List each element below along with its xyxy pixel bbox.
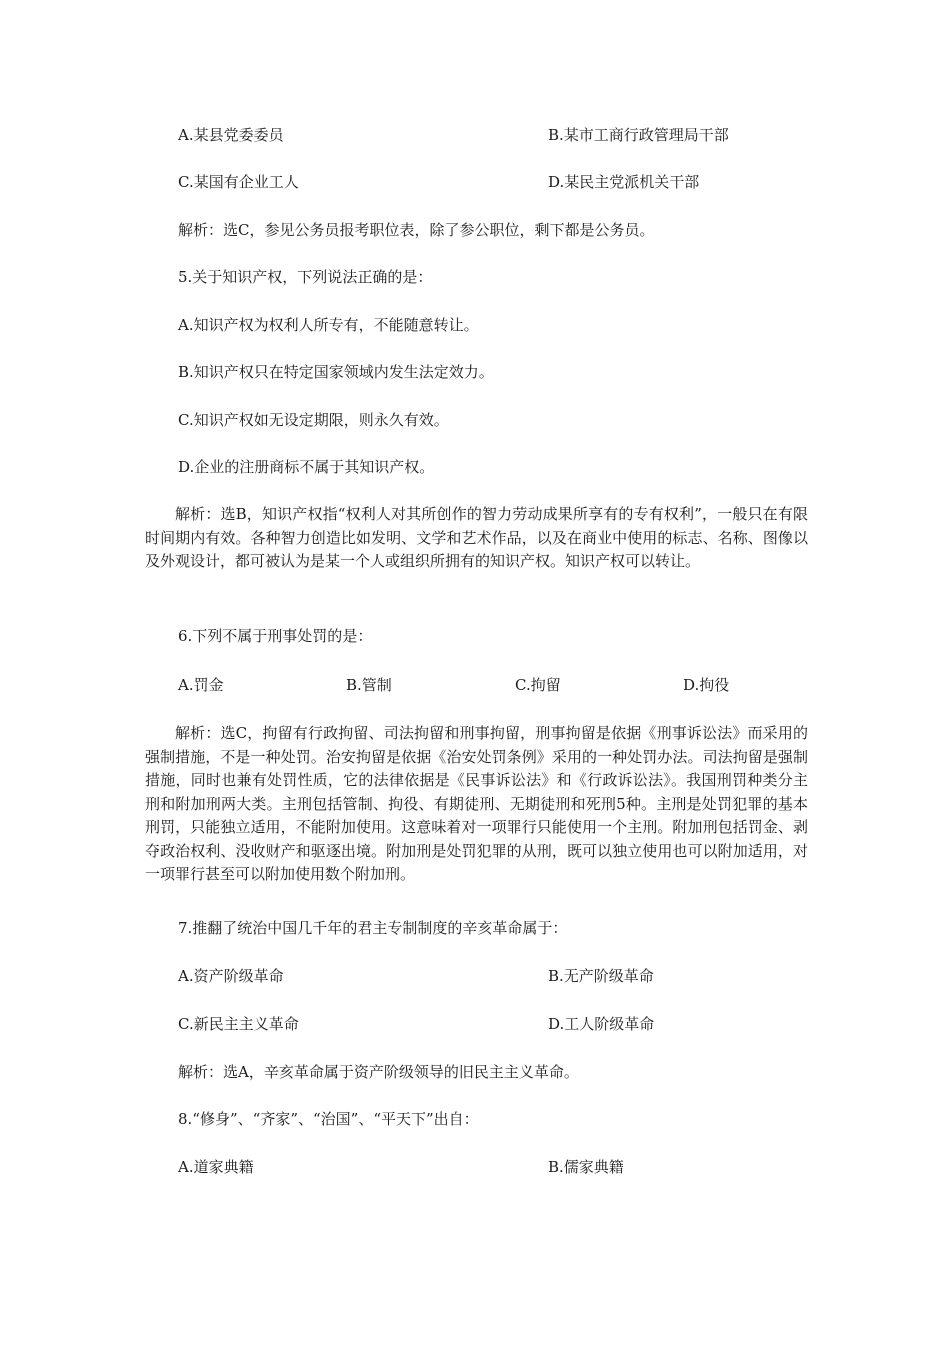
q8-question: 8.“修身”、“齐家”、“治国”、“平天下”出自： bbox=[178, 1110, 479, 1128]
q6-option-a: A.罚金 bbox=[178, 676, 224, 694]
q7-option-d: D.工人阶级革命 bbox=[548, 1015, 655, 1033]
q8-option-a: A.道家典籍 bbox=[178, 1158, 254, 1176]
q5-option-d: D.企业的注册商标不属于其知识产权。 bbox=[178, 458, 435, 476]
q6-option-d: D.拘役 bbox=[683, 676, 730, 694]
q4-option-b: B.某市工商行政管理局干部 bbox=[548, 126, 729, 144]
q4-option-c: C.某国有企业工人 bbox=[178, 173, 299, 191]
q5-option-c: C.知识产权如无设定期限，则永久有效。 bbox=[178, 411, 449, 429]
q7-option-a: A.资产阶级革命 bbox=[178, 967, 284, 985]
q5-analysis: 解析：选B，知识产权指“权利人对其所创作的智力劳动成果所享有的专有权利”，一般只在有限时间期内有效。各种智力创造比如发明、文学和艺术作品，以及在商业中使用的标志、名称、图像以及外观设计，都可被认为是某一个人或组织所拥有的知识产权。知识产权可以转让。 bbox=[145, 505, 808, 570]
q5-question: 5.关于知识产权，下列说法正确的是： bbox=[178, 268, 433, 286]
q5-option-a: A.知识产权为权利人所专有，不能随意转让。 bbox=[178, 316, 479, 334]
q6-option-c: C.拘留 bbox=[515, 676, 561, 694]
q6-option-b: B.管制 bbox=[346, 676, 392, 694]
q7-option-c: C.新民主主义革命 bbox=[178, 1015, 299, 1033]
q8-option-b: B.儒家典籍 bbox=[548, 1158, 624, 1176]
q4-analysis: 解析：选C，参见公务员报考职位表，除了参公职位，剩下都是公务员。 bbox=[178, 221, 655, 239]
q5-option-b: B.知识产权只在特定国家领域内发生法定效力。 bbox=[178, 363, 494, 381]
q4-option-d: D.某民主党派机关干部 bbox=[548, 173, 700, 191]
q7-option-b: B.无产阶级革命 bbox=[548, 967, 654, 985]
q6-question: 6.下列不属于刑事处罚的是： bbox=[178, 627, 373, 645]
q7-analysis: 解析：选A，辛亥革命属于资产阶级领导的旧民主主义革命。 bbox=[178, 1063, 579, 1081]
q6-analysis: 解析：选C，拘留有行政拘留、司法拘留和刑事拘留，刑事拘留是依据《刑事诉讼法》而采用的强制措施，不是一种处罚。治安拘留是依据《治安处罚条例》采用的一种处罚办法。司法拘留是强制措施，同时也兼有处罚性质，它的法律依据是《民事诉讼法》和《行政诉讼法》。我国刑罚种类分主刑和附加刑两大类。主刑包括管制、拘役、有期徒刑、无期徒刑和死刑5种。主刑是处罚犯罪的基本刑罚，只能独立适用，不能附加使用。这意味着对一项罪行只能使用一个主刑。附加刑包括罚金、剥夺政治权利、没收财产和驱逐出境。附加刑是处罚犯罪的从刑，既可以独立使用也可以附加适用，对一项罪行甚至可以附加使用数个附加刑。 bbox=[145, 724, 808, 883]
q7-question: 7.推翻了统治中国几千年的君主专制制度的辛亥革命属于： bbox=[178, 919, 568, 937]
q4-option-a: A.某县党委委员 bbox=[178, 126, 284, 144]
